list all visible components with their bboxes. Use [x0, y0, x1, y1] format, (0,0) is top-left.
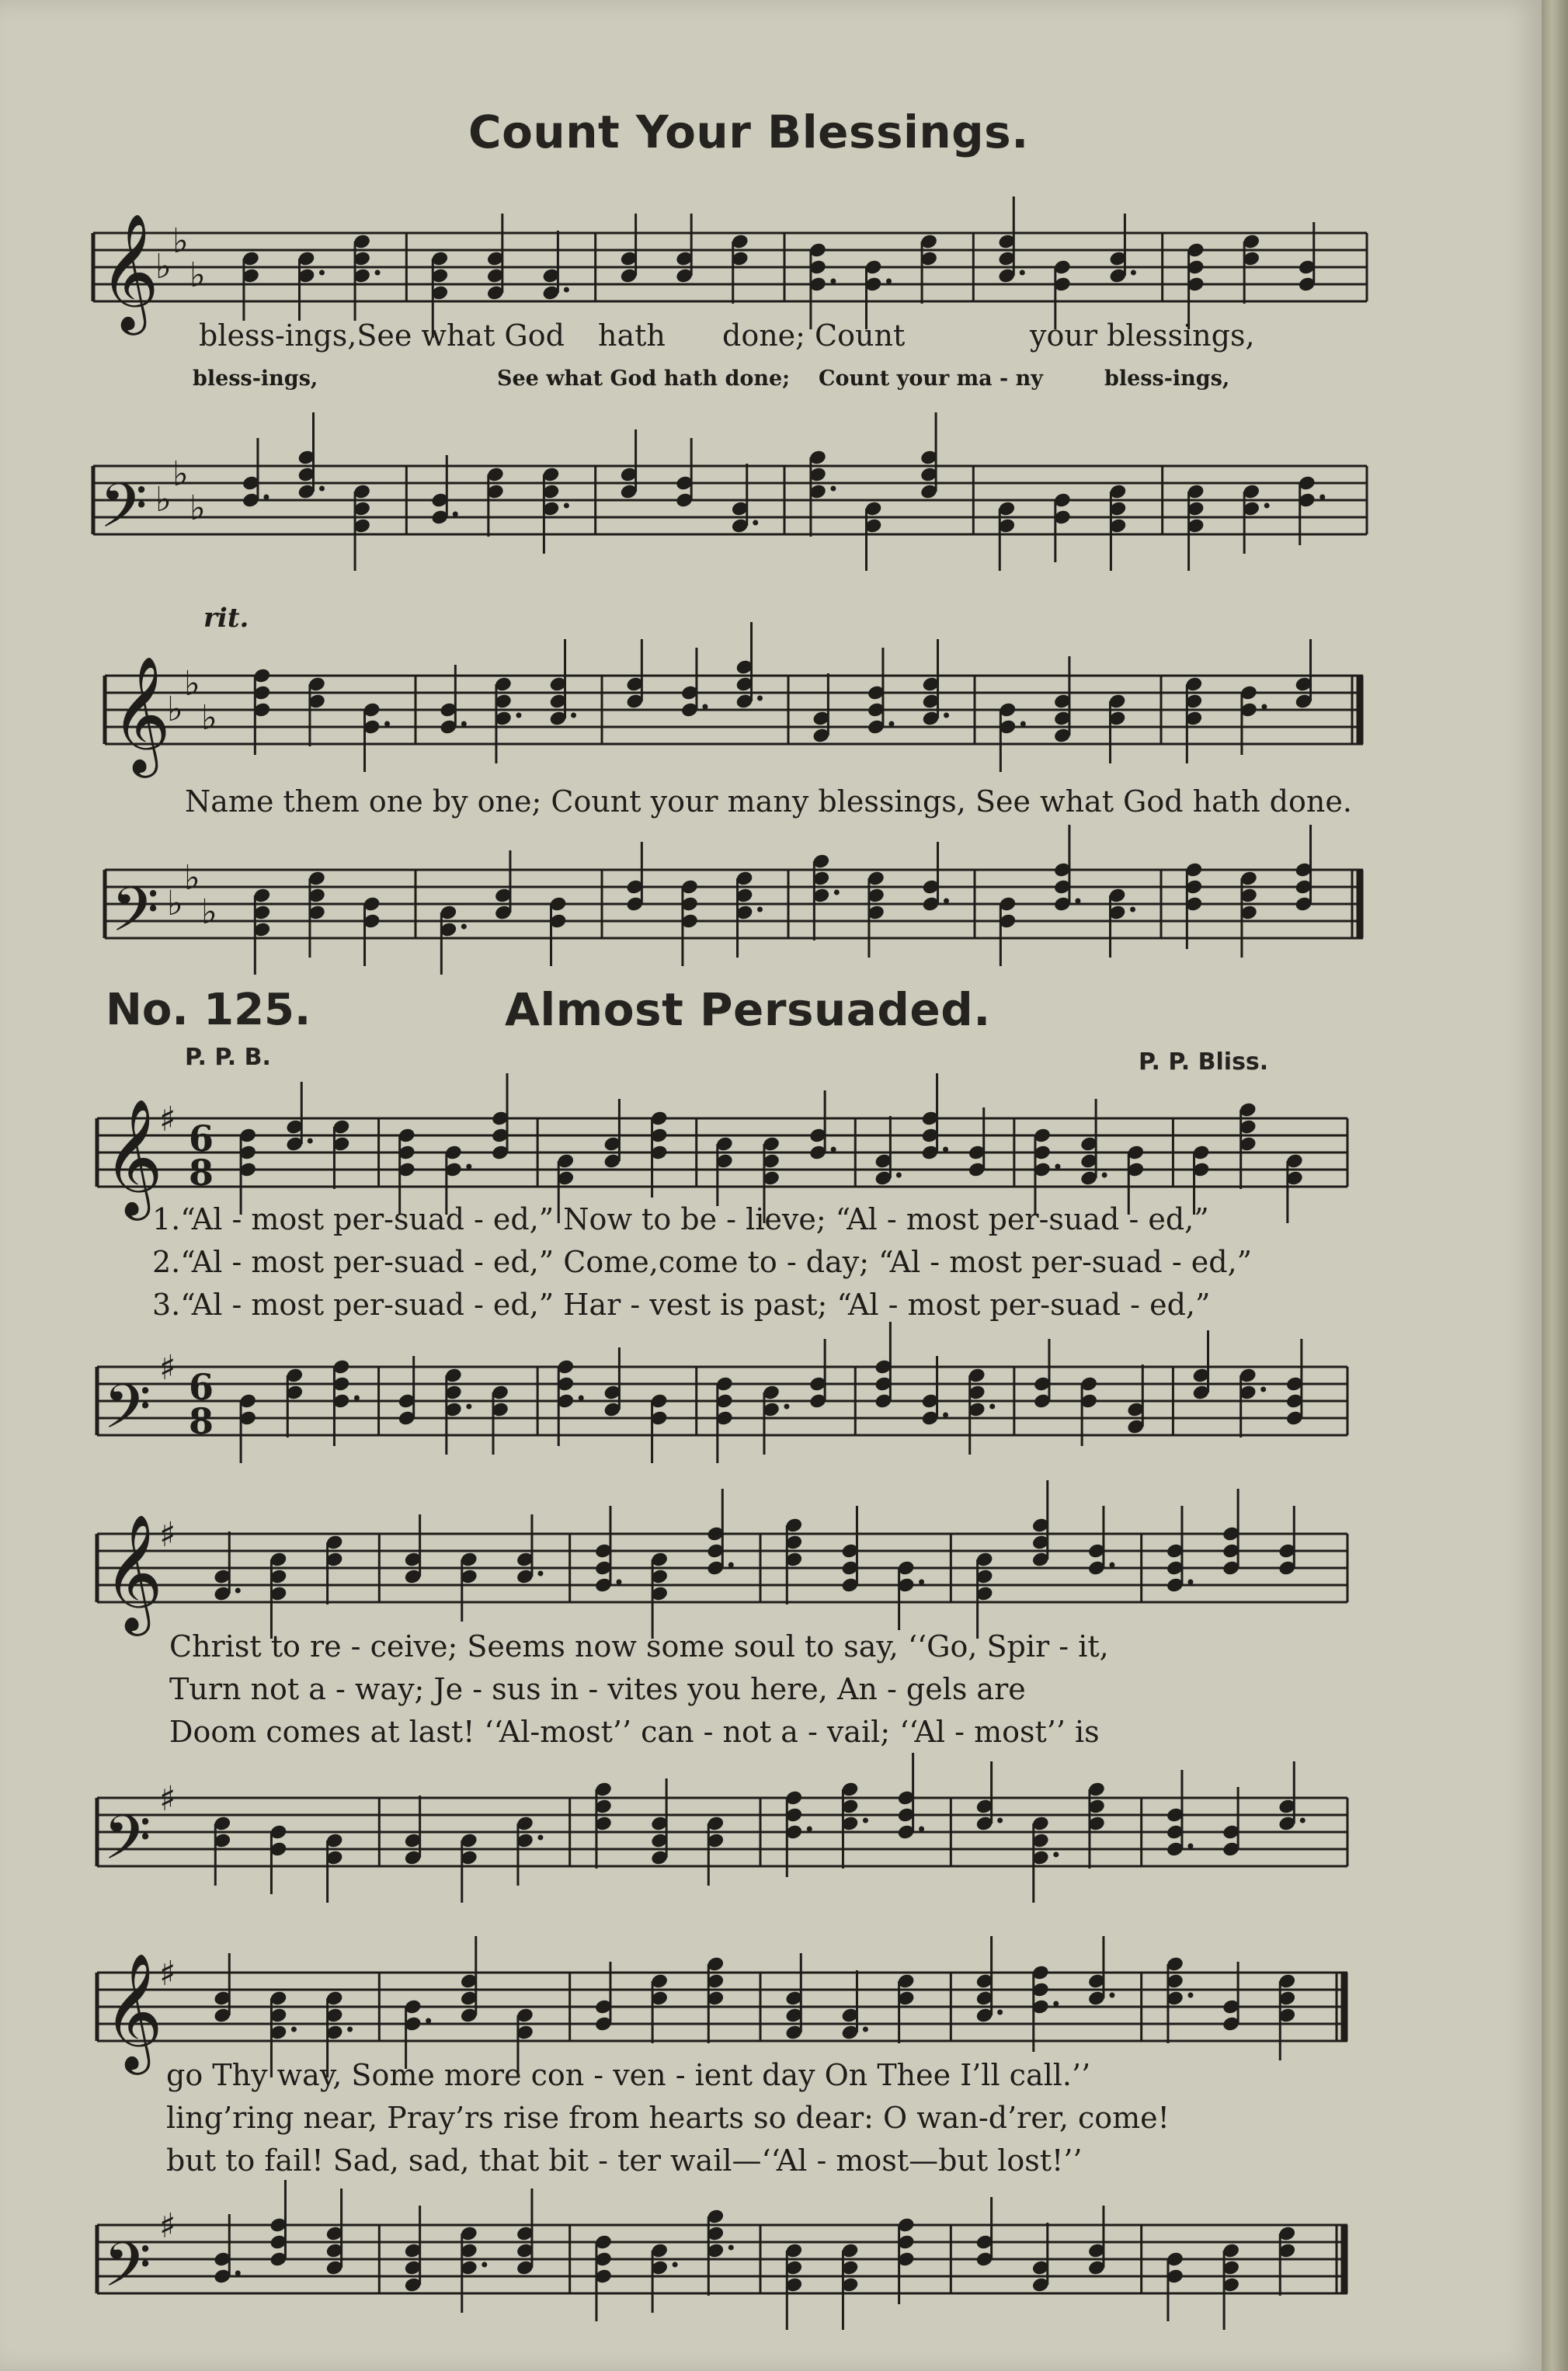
lyric-124-s1-refrain-4: bless-ings,	[1104, 367, 1230, 391]
lyric-124-s1-verse-1: bless-ings,See what God	[199, 318, 565, 353]
svg-text:♭: ♭	[184, 858, 200, 898]
staff-124-s1-bass	[93, 435, 1367, 590]
words-credit: P. P. B.	[185, 1044, 271, 1071]
svg-text:♭: ♭	[167, 884, 183, 923]
staff-124-s2-treble	[105, 645, 1363, 800]
svg-text:𝄞: 𝄞	[103, 1952, 163, 2070]
svg-text:𝄢: 𝄢	[103, 1802, 151, 1889]
svg-text:♭: ♭	[167, 690, 183, 729]
svg-text:♭: ♭	[201, 698, 217, 738]
svg-text:♭: ♭	[189, 256, 206, 295]
svg-text:𝄢: 𝄢	[111, 874, 159, 961]
svg-text:𝄞: 𝄞	[103, 1097, 163, 1215]
lyric-125-s1-v3: 3.“Al - most per-suad - ed,” Har - vest is past; “Al - most per-suad - ed,”	[152, 1288, 1211, 1322]
book-page-edge	[1542, 0, 1568, 2371]
staff-124-s2-bass	[105, 839, 1363, 994]
svg-text:8: 8	[189, 1400, 214, 1442]
svg-text:6: 6	[189, 1366, 214, 1408]
lyric-124-s1-verse-2: hath	[598, 318, 666, 353]
svg-text:𝄞: 𝄞	[99, 212, 159, 330]
svg-text:♭: ♭	[201, 892, 217, 932]
svg-text:♭: ♭	[172, 221, 189, 261]
svg-text:♯: ♯	[159, 1515, 176, 1555]
hymn-number: No. 125.	[106, 985, 311, 1035]
lyric-124-s2: Name them one by one; Count your many blessings, See what God hath done.	[185, 784, 1352, 819]
svg-text:8: 8	[189, 1152, 214, 1194]
lyric-125-s1-v2: 2.“Al - most per-suad - ed,” Come,come to - day; “Al - most per-suad - ed,”	[152, 1245, 1253, 1279]
svg-text:♭: ♭	[155, 247, 172, 287]
svg-text:𝄞: 𝄞	[111, 655, 171, 773]
svg-text:♭: ♭	[189, 488, 206, 528]
lyric-124-s1-verse-3: done; Count	[722, 318, 906, 353]
svg-text:𝄢: 𝄢	[99, 470, 148, 557]
svg-text:♭: ♭	[184, 664, 200, 704]
lyric-125-s2-v2: Turn not a - way; Je - sus in - vites you here, An - gels are	[169, 1672, 1026, 1706]
svg-text:𝄢: 𝄢	[103, 1371, 151, 1458]
svg-text:6: 6	[189, 1118, 214, 1159]
svg-text:♭: ♭	[172, 454, 189, 494]
svg-text:♭: ♭	[155, 480, 172, 520]
lyric-125-s1-v1: 1.“Al - most per-suad - ed,” Now to be - lieve; “Al - most per-suad - ed,”	[152, 1202, 1209, 1236]
lyric-124-s1-refrain-2: See what God hath done;	[497, 367, 791, 391]
lyric-125-s3-v1: go Thy way, Some more con - ven - ient day On Thee I’ll call.’’	[166, 2058, 1091, 2092]
svg-text:♯: ♯	[159, 1348, 176, 1388]
lyric-124-s1-verse-4: your blessings,	[1030, 318, 1255, 353]
staff-125-s2-bass	[97, 1767, 1347, 1922]
svg-text:♯: ♯	[159, 1954, 176, 1994]
svg-text:𝄞: 𝄞	[103, 1513, 163, 1631]
hymn-title-count-your-blessings: Count Your Blessings.	[468, 106, 1029, 158]
lyric-125-s3-v2: ling’ring near, Pray’rs rise from hearts so dear: O wan-d’rer, come!	[166, 2101, 1170, 2135]
staff-125-s3-bass	[97, 2194, 1347, 2349]
lyric-125-s2-v1: Christ to re - ceive; Seems now some soul to say, ‘‘Go, Spir - it,	[169, 1629, 1109, 1664]
staff-125-s1-bass	[97, 1336, 1347, 1491]
lyric-124-s1-refrain-1: bless-ings,	[193, 367, 318, 391]
hymn-title-almost-persuaded: Almost Persuaded.	[505, 983, 991, 1036]
svg-text:♯: ♯	[159, 2206, 176, 2246]
tempo-marking-rit: rit.	[203, 603, 249, 634]
svg-text:𝄢: 𝄢	[103, 2229, 151, 2316]
lyric-124-s1-refrain-3: Count your ma - ny	[819, 367, 1043, 391]
music-credit: P. P. Bliss.	[1139, 1048, 1269, 1076]
lyric-125-s3-v3: but to fail! Sad, sad, that bit - ter wail—‘‘Al - most—but lost!’’	[166, 2143, 1083, 2178]
svg-text:♯: ♯	[159, 1100, 176, 1139]
lyric-125-s2-v3: Doom comes at last! ‘‘Al-most’’ can - not a - vail; ‘‘Al - most’’ is	[169, 1715, 1100, 1749]
svg-text:♯: ♯	[159, 1779, 176, 1819]
